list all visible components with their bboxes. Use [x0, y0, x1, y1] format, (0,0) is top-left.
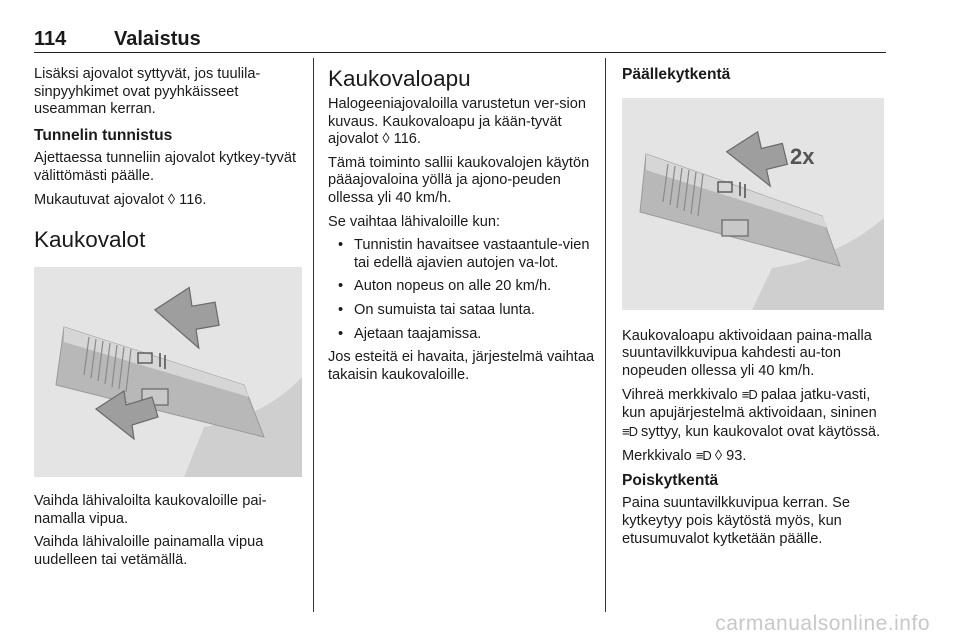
page-reference-link[interactable]: 93. — [726, 448, 747, 465]
function-paragraph: Tämä toiminto sallii kaukovalojen käytön pääajovaloina yöllä ja ajono-peuden ollessa yli 40 km/h. — [328, 154, 590, 206]
page-reference-link[interactable]: 116. — [393, 131, 421, 148]
tunnel-heading: Tunnelin tunnistus — [34, 126, 173, 144]
adaptive-lights-reference: Mukautuvat ajovalot ◊ 116. — [34, 191, 207, 208]
press-twice-label: 2x — [790, 143, 815, 169]
deactivation-paragraph: Paina suuntavilkkuvipua kerran. Se kytkeytyy pois käytöstä myös, kun etusumuvalot kytketään päälle. — [622, 495, 850, 547]
main-heading: Kaukovalot — [34, 227, 146, 253]
condition-list — [328, 237, 596, 343]
high-beam-indicator-icon: ≡D — [622, 423, 637, 439]
intro-paragraph: Lisäksi ajovalot syttyvät, jos tuulila-sinpyyhkimet ovat pyyhkäisseet useamman kerran. — [34, 66, 261, 118]
switch-condition-intro: Se vaihtaa lähivaloille kun: — [328, 213, 500, 230]
page-header — [34, 28, 886, 53]
lever-double-push-illustration — [622, 98, 884, 310]
reference-arrow-icon: ◊ — [714, 448, 723, 465]
deactivation-heading: Poiskytkentä — [622, 471, 719, 489]
assist-indicator-icon: ≡D — [741, 387, 757, 403]
assist-indicator-icon: ≡D — [695, 448, 711, 464]
pull-lever-paragraph: Vaihda lähivaloille painamalla vipua uudelleen tai vetämällä. — [34, 534, 264, 568]
return-paragraph: Jos esteitä ei havaita, järjestelmä vaihtaa takaisin kaukovaloille. — [328, 349, 595, 383]
tunnel-paragraph: Ajettaessa tunneliin ajovalot kytkey-tyvät välittömästi päälle. — [34, 150, 297, 184]
bullet-icon: • — [338, 301, 344, 318]
list-item: • Tunnistin havaitsee vastaantule-vien tai edellä ajavien autojen va-lot. — [338, 237, 590, 271]
page-number: 114 — [34, 28, 67, 50]
activation-heading: Päällekytkentä — [622, 66, 731, 83]
list-item: • Auton nopeus on alle 20 km/h. — [338, 278, 552, 295]
section-title: Valaistus — [114, 28, 201, 50]
watermark: carmanualsonline.info — [715, 612, 930, 635]
bullet-icon: • — [338, 237, 344, 254]
bullet-icon: • — [338, 278, 344, 295]
indicator-paragraph: Vihreä merkkivalo ≡D palaa jatku-vasti, kun apujärjestelmä aktivoidaan, sininen ≡D syttyy, kun kaukovalot ovat käytössä. — [622, 387, 881, 440]
column-3 — [622, 66, 888, 554]
column-divider — [313, 58, 314, 612]
activation-paragraph: Kaukovaloapu aktivoidaan paina-malla suuntavilkkuvipua kahdesti au-ton nopeuden ollessa yli 40 km/h. — [622, 327, 872, 379]
high-beam-assist-heading: Kaukovaloapu — [328, 66, 471, 91]
halogen-version-paragraph: Halogeeniajovaloilla varustetun ver-sion kuvaus. Kaukovaloapu ja kään-tyvät ajovalot ◊ 116. — [328, 96, 586, 148]
reference-arrow-icon: ◊ — [382, 131, 390, 148]
list-item: • Ajetaan taajamissa. — [338, 325, 482, 342]
lever-push-pull-illustration — [34, 267, 302, 477]
reference-arrow-icon: ◊ — [167, 191, 176, 208]
list-item: • On sumuista tai sataa lunta. — [338, 301, 535, 318]
indicator-reference: Merkkivalo ≡D ◊ 93. — [622, 448, 747, 465]
column-1 — [34, 66, 302, 576]
page-reference-link[interactable]: 116. — [179, 191, 207, 208]
column-divider — [605, 58, 606, 612]
push-lever-paragraph: Vaihda lähivaloilta kaukovaloille pai-namalla vipua. — [34, 493, 267, 527]
bullet-icon: • — [338, 325, 344, 342]
column-2 — [328, 66, 596, 390]
